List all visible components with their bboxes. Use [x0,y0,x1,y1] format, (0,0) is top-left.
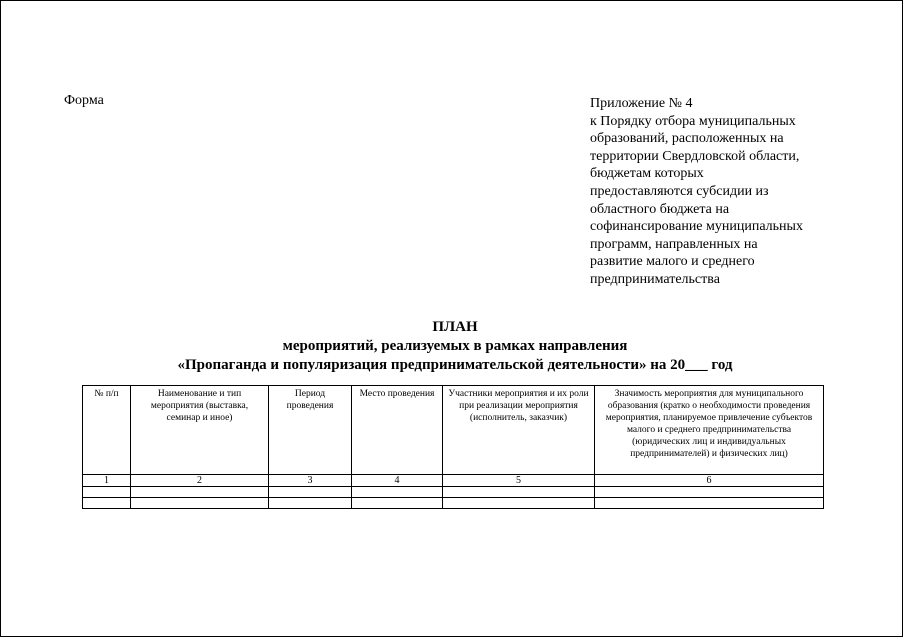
table-cell [352,487,443,498]
appendix-block [590,95,830,289]
header-number: № п/п [83,386,131,475]
table-cell [443,487,595,498]
header-significance: Значимость мероприятия для муниципального образования (кратко о необходимости проведения мероприятия, планируемое привлечение субъектов малого и среднего предпринимательства (юридических лиц и индивидуальных предпринимателей) и физических лиц) [595,386,824,475]
appendix-line: образований, расположенных на [590,131,784,147]
table-cell [443,498,595,509]
table-cell [269,498,352,509]
appendix-line: программ, направленных на [590,236,758,252]
table-cell [595,498,824,509]
table-cell [131,498,269,509]
appendix-line: предоставляются субсидии из [590,183,769,199]
appendix-line: софинансирование муниципальных [590,219,803,235]
title-line-plan: ПЛАН [432,319,478,335]
column-number: 5 [443,475,595,487]
appendix-line: к Порядку отбора муниципальных [590,113,796,129]
header-name-type: Наименование и тип мероприятия (выставка, семинар и иное) [131,386,269,475]
header-participants: Участники мероприятия и их роли при реализации мероприятия (исполнитель, заказчик) [443,386,595,475]
appendix-line: Приложение № 4 [590,96,693,111]
column-number: 3 [269,475,352,487]
appendix-line: областного бюджета на [590,201,730,217]
table-cell [595,487,824,498]
plan-table [82,385,824,509]
appendix-line: развитие малого и среднего [590,254,755,270]
column-number: 4 [352,475,443,487]
column-number: 6 [595,475,824,487]
table-cell [83,498,131,509]
header-period: Период проведения [269,386,352,475]
table-cell [131,487,269,498]
appendix-line: бюджетам которых [590,166,704,182]
title-line-direction: «Пропаганда и популяризация предпринимательской деятельности» на 20___ год [177,357,733,373]
appendix-line: территории Свердловской области, [590,148,800,164]
column-number: 2 [131,475,269,487]
form-label: Форма [64,93,104,108]
column-number-row [83,475,824,487]
title-line-events: мероприятий, реализуемых в рамках направления [282,338,628,354]
table-cell [352,498,443,509]
column-number: 1 [83,475,131,487]
table-header-row [83,386,824,475]
header-place: Место проведения [352,386,443,475]
table-cell [269,487,352,498]
appendix-line: предпринимательства [590,271,720,287]
table-cell [83,487,131,498]
table-row [83,487,824,498]
table-row [83,498,824,509]
document-title [150,318,760,375]
